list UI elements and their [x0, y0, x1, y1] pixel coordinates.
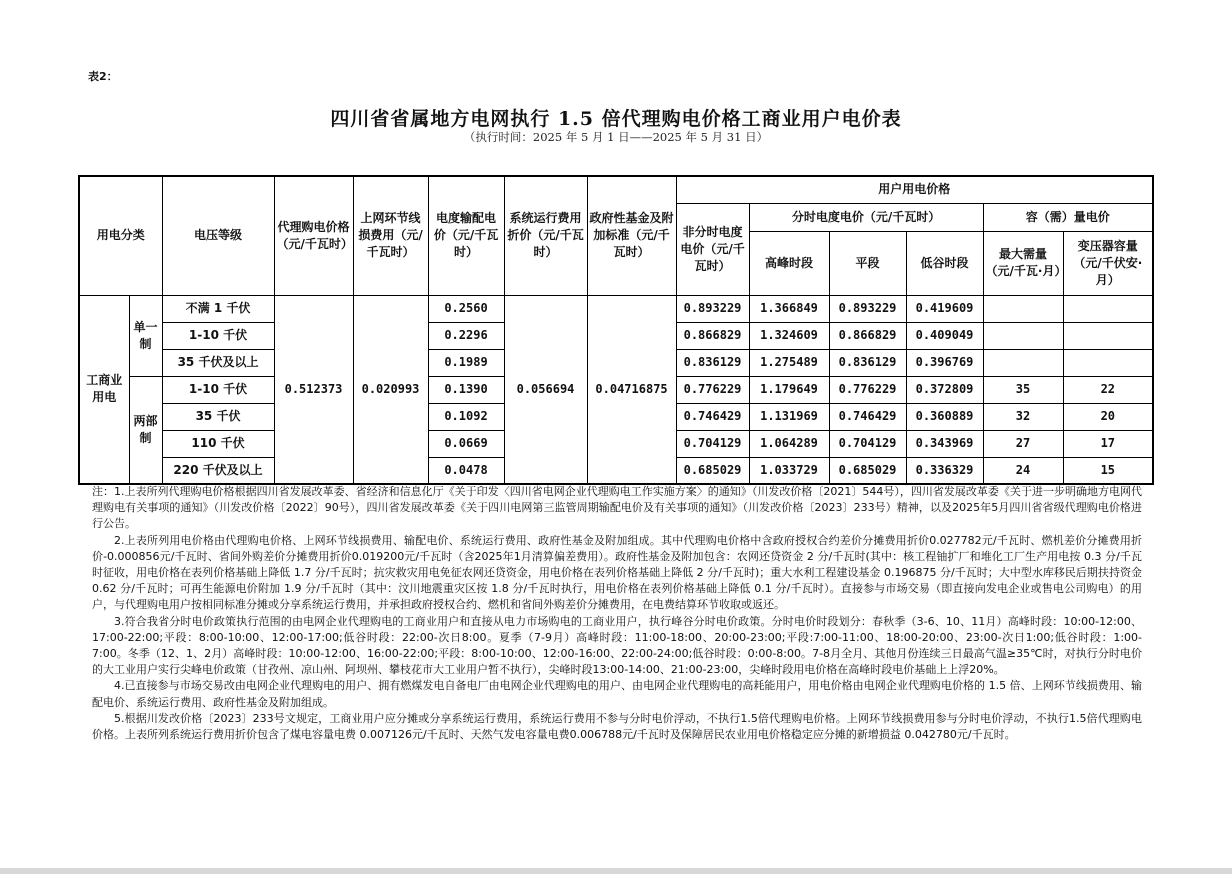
non-tou-cell: 0.893229	[676, 295, 749, 322]
valley-cell: 0.409049	[906, 322, 983, 349]
header-non-tou: 非分时电度电价（元/千瓦时）	[676, 203, 749, 295]
notes-section	[92, 484, 1142, 743]
note-2: 2.上表所列用电价格由代理购电价格、上网环节线损费用、输配电价、系统运行费用、政府性基金及附加组成。其中代理购电价格中含政府授权合约差价分摊费用折价0.027782元/千瓦时、燃机差价分摊费用折价-0.000856元/千瓦时、省间外购差价分摊费用折价0.019200元/千瓦时（含2025年1月清算偏差费用）。政府性基金及附加包含：农网还贷资金 2 分/千瓦时(其中：核工程铀扩厂和堆化工厂生产用电按 0.3 分/千瓦时征收，用电价格在表列价格基础上降低 1.7 分/千瓦时；抗灾救灾用电免征农网还贷资金，用电价格在表列价格基础上降低 2 分/千瓦时)；重大水利工程建设基金 0.196875 分/千瓦时；大中型水库移民后期扶持资金 0.62 分/千瓦时；可再生能源电价附加 1.9 分/千瓦时（其中：汶川地震重灾区按 1.8 分/千瓦时执行，用电价格在表列价格基础上降低 0.1 分/千瓦时）。直接参与市场交易（即直接向发电企业或售电公司购电）的用户，与代理购电用户按相同标准分摊或分享系统运行费用，并承担政府授权合约、燃机和省间外购差价分摊费用，在电费结算环节收取或返还。	[92, 533, 1142, 612]
gov-fund-cell: 0.04716875	[587, 295, 676, 484]
header-tou-group: 分时电度电价（元/千瓦时）	[749, 203, 983, 231]
page-bottom-border	[0, 868, 1232, 874]
peak-cell: 1.179649	[749, 376, 829, 403]
header-system-fee: 系统运行费用折价（元/千瓦时）	[504, 176, 587, 295]
transformer-cell: 22	[1063, 376, 1153, 403]
flat-cell: 0.776229	[829, 376, 906, 403]
valley-cell: 0.396769	[906, 349, 983, 376]
transformer-cell: 15	[1063, 457, 1153, 484]
peak-cell: 1.324609	[749, 322, 829, 349]
transmission-cell: 0.1092	[428, 403, 504, 430]
flat-cell: 0.746429	[829, 403, 906, 430]
header-flat: 平段	[829, 231, 906, 295]
table-row	[79, 295, 1153, 322]
non-tou-cell: 0.704129	[676, 430, 749, 457]
valley-cell: 0.372809	[906, 376, 983, 403]
header-loss-fee: 上网环节线损费用（元/千瓦时）	[353, 176, 428, 295]
note-3: 3.符合我省分时电价政策执行范围的由电网企业代理购电的工商业用户和直接从电力市场购电的工商业用户，执行峰谷分时电价政策。分时电价时段划分：春秋季（3-6、10、11月）高峰时段：10:00-12:00、17:00-22:00;平段：8:00-10:00、12:00-17:00;低谷时段：22:00-次日8:00。夏季（7-9月）高峰时段：11:00-18:00、20:00-23:00;平段:7:00-11:00、18:00-20:00、23:00-次日1:00;低谷时段：1:00-7:00。冬季（12、1、2月）高峰时段：10:00-12:00、16:00-22:00;平段：8:00-10:00、12:00-16:00、22:00-24:00;低谷时段：0:00-8:00。7-8月全月、其他月份连续三日最高气温≥35℃时，对执行分时电价的大工业用户实行尖峰电价政策（甘孜州、凉山州、阿坝州、攀枝花市大工业用户暂不执行），尖峰时段13:00-14:00、21:00-23:00，尖峰时段用电价格在高峰时段电价基础上上浮20%。	[92, 614, 1142, 677]
voltage-cell: 110 千伏	[162, 430, 274, 457]
header-transmission: 电度输配电价（元/千瓦时）	[428, 176, 504, 295]
non-tou-cell: 0.866829	[676, 322, 749, 349]
voltage-cell: 220 千伏及以上	[162, 457, 274, 484]
header-agent-price: 代理购电价格（元/千瓦时）	[274, 176, 353, 295]
non-tou-cell: 0.685029	[676, 457, 749, 484]
max-demand-cell: 27	[983, 430, 1063, 457]
valley-cell: 0.336329	[906, 457, 983, 484]
header-peak: 高峰时段	[749, 231, 829, 295]
max-demand-cell: 32	[983, 403, 1063, 430]
note-5: 5.根据川发改价格〔2023〕233号文规定，工商业用户应分摊或分享系统运行费用，系统运行费用不参与分时电价浮动，不执行1.5倍代理购电价格。上网环节线损费用参与分时电价浮动，不执行1.5倍代理购电价格。上表所列系统运行费用折价包含了煤电容量电费 0.007126元/千瓦时、天然气发电容量电费0.006788元/千瓦时及保障居民农业用电价格稳定应分摊的新增损益 0.042780元/千瓦时。	[92, 711, 1142, 742]
valley-cell: 0.419609	[906, 295, 983, 322]
max-demand-cell	[983, 322, 1063, 349]
peak-cell: 1.275489	[749, 349, 829, 376]
transmission-cell: 0.2296	[428, 322, 504, 349]
voltage-cell: 1-10 千伏	[162, 376, 274, 403]
header-max-demand: 最大需量（元/千瓦·月）	[983, 231, 1063, 295]
flat-cell: 0.685029	[829, 457, 906, 484]
voltage-cell: 1-10 千伏	[162, 322, 274, 349]
transformer-cell	[1063, 349, 1153, 376]
non-tou-cell: 0.776229	[676, 376, 749, 403]
loss-fee-cell: 0.020993	[353, 295, 428, 484]
voltage-cell: 35 千伏	[162, 403, 274, 430]
max-demand-cell	[983, 295, 1063, 322]
header-valley: 低谷时段	[906, 231, 983, 295]
peak-cell: 1.033729	[749, 457, 829, 484]
non-tou-cell: 0.746429	[676, 403, 749, 430]
transformer-cell: 17	[1063, 430, 1153, 457]
flat-cell: 0.836129	[829, 349, 906, 376]
document-title: 四川省省属地方电网执行 1.5 倍代理购电价格工商业用户电价表	[330, 108, 902, 130]
valley-cell: 0.343969	[906, 430, 983, 457]
two-part-label: 两部制	[129, 376, 162, 484]
header-user-price: 用户用电价格	[676, 176, 1153, 203]
peak-cell: 1.064289	[749, 430, 829, 457]
page-label: 表2：	[88, 70, 118, 83]
transformer-cell: 20	[1063, 403, 1153, 430]
flat-cell: 0.704129	[829, 430, 906, 457]
category-label: 工商业用电	[79, 295, 129, 484]
transmission-cell: 0.1390	[428, 376, 504, 403]
non-tou-cell: 0.836129	[676, 349, 749, 376]
transmission-cell: 0.0669	[428, 430, 504, 457]
note-4: 4.已直接参与市场交易改由电网企业代理购电的用户、拥有燃煤发电自备电厂由电网企业代理购电的用户、由电网企业代理购电的高耗能用户，用电价格由电网企业代理购电价格的 1.5 倍、上网环节线损费用、输配电价、系统运行费用、政府性基金及附加组成。	[92, 679, 1142, 709]
system-fee-cell: 0.056694	[504, 295, 587, 484]
voltage-cell: 不满 1 千伏	[162, 295, 274, 322]
price-table	[78, 175, 1154, 485]
max-demand-cell: 35	[983, 376, 1063, 403]
valley-cell: 0.360889	[906, 403, 983, 430]
voltage-cell: 35 千伏及以上	[162, 349, 274, 376]
transformer-cell	[1063, 295, 1153, 322]
document-subtitle: （执行时间：2025 年 5 月 1 日——2025 年 5 月 31 日）	[463, 130, 769, 144]
flat-cell: 0.866829	[829, 322, 906, 349]
header-transformer: 变压器容量（元/千伏安·月）	[1063, 231, 1153, 295]
flat-cell: 0.893229	[829, 295, 906, 322]
transmission-cell: 0.2560	[428, 295, 504, 322]
transmission-cell: 0.1989	[428, 349, 504, 376]
header-voltage: 电压等级	[162, 176, 274, 295]
max-demand-cell: 24	[983, 457, 1063, 484]
header-capacity-group: 容（需）量电价	[983, 203, 1153, 231]
agent-price-cell: 0.512373	[274, 295, 353, 484]
max-demand-cell	[983, 349, 1063, 376]
transmission-cell: 0.0478	[428, 457, 504, 484]
peak-cell: 1.366849	[749, 295, 829, 322]
header-gov-fund: 政府性基金及附加标准（元/千瓦时）	[587, 176, 676, 295]
note-1: 注：1.上表所列代理购电价格根据四川省发展改革委、省经济和信息化厅《关于印发〈四川省电网企业代理购电工作实施方案〉的通知》（川发改价格〔2021〕544号），四川省发展改革委《关于进一步明确地方电网代理购电有关事项的通知》（川发改价格〔2022〕90号），四川省发展改革委《关于四川电网第三监管周期输配电价及有关事项的通知》（川发改价格〔2023〕233号）精神，以及2025年5月四川省省级代理购电价格进行公告。	[92, 485, 1142, 531]
header-category: 用电分类	[79, 176, 162, 295]
single-part-label: 单一制	[129, 295, 162, 376]
peak-cell: 1.131969	[749, 403, 829, 430]
transformer-cell	[1063, 322, 1153, 349]
